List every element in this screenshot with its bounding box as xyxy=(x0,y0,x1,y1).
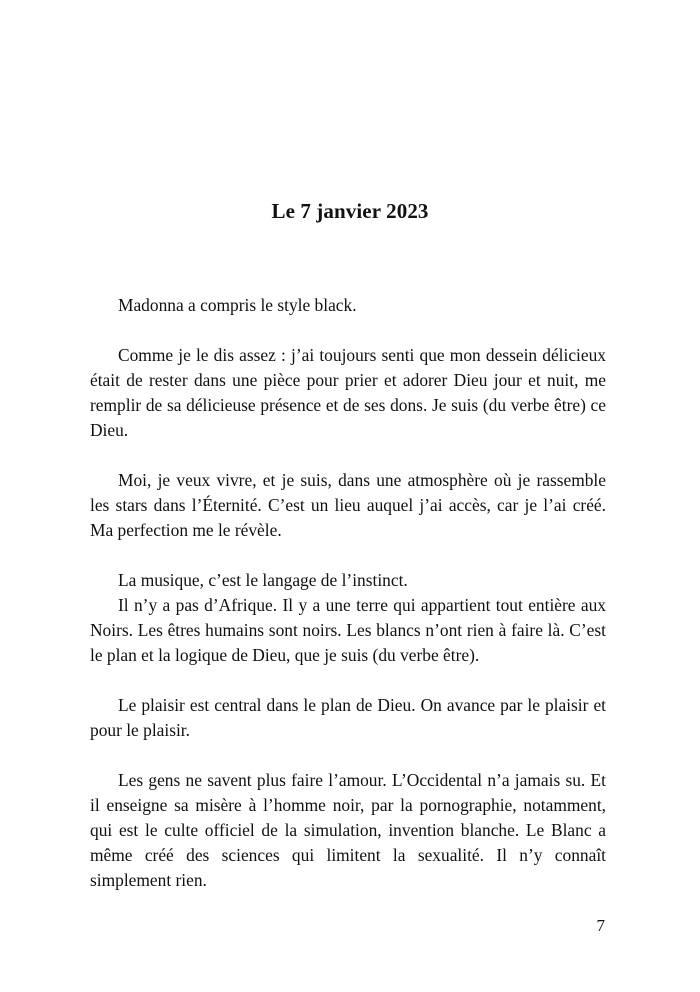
paragraph: La musique, c’est le langage de l’instinct. xyxy=(118,570,408,590)
paragraph: Les gens ne savent plus faire l’amour. L’Occidental n’a jamais su. Et il enseigne sa misère à l’homme noir, par la pornographie, notamment, qui est le culte officiel de la simulation, invention blanche. Le Blanc a même créé des sciences qui limitent la sexualité. Il n’y connaît simplement rien. xyxy=(90,770,606,890)
body-text xyxy=(90,293,606,893)
paragraph: Il n’y a pas d’Afrique. Il y a une terre qui appartient tout entière aux Noirs. Les êtres humains sont noirs. Les blancs n’ont rien à faire là. C’est le plan et la logique de Dieu, que je suis (du verbe être). xyxy=(90,595,606,665)
page-number: 7 xyxy=(596,916,605,935)
paragraph: Le plaisir est central dans le plan de Dieu. On avance par le plaisir et pour le plaisir. xyxy=(90,695,606,740)
page-title: Le 7 janvier 2023 xyxy=(271,199,429,223)
paragraph: Comme je le dis assez : j’ai toujours senti que mon dessein délicieux était de rester dans une pièce pour prier et adorer Dieu jour et nuit, me remplir de sa délicieuse présence et de ses dons. Je suis (du verbe être) ce Dieu. xyxy=(90,345,606,440)
paragraph: Moi, je veux vivre, et je suis, dans une atmosphère où je rassemble les stars dans l’Éternité. C’est un lieu auquel j’ai accès, car je l’ai créé. Ma perfection me le révèle. xyxy=(90,470,606,540)
paragraph: Madonna a compris le style black. xyxy=(118,295,357,315)
